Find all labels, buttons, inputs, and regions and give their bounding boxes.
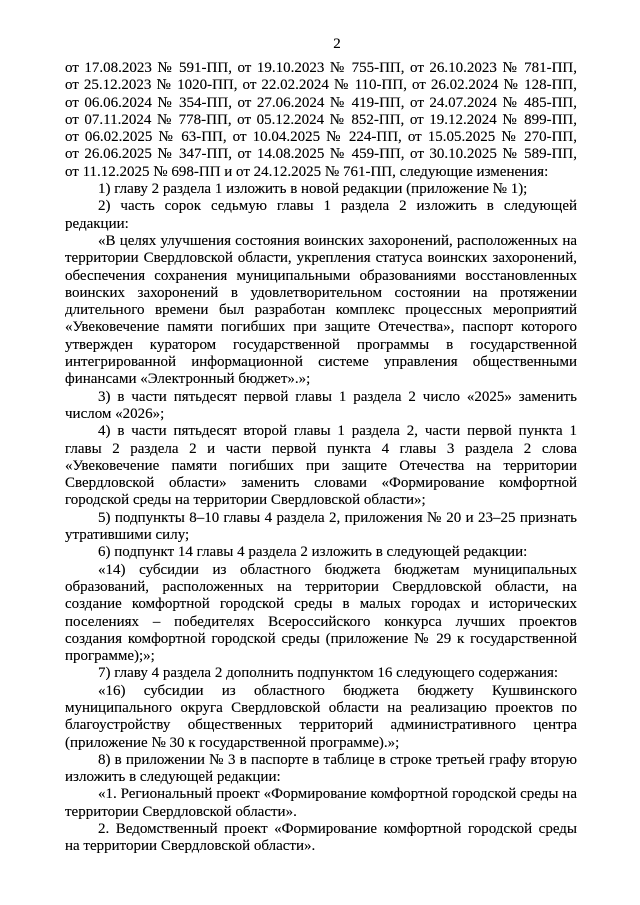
paragraph-item-4: 4) в части пятьдесят второй главы 1 раздела 2, части первой пункта 1 главы 2 раздела 2 и части первой пункта 4 главы 3 раздела 2 слова «Увековечение памяти погибших при защите Отечества на территории Свердловской области» заменить словами «Формирование комфортной городской среды на территории Свердловской области»; [65, 423, 577, 509]
paragraph-item-8-quoted-text-2: 2. Ведомственный проект «Формирование комфортной городской среды на территории Свердловской области». [65, 821, 577, 855]
paragraph-amending-decrees-list: от 17.08.2023 № 591-ПП, от 19.10.2023 № 755-ПП, от 26.10.2023 № 781-ПП, от 25.12.2023 № 1020-ПП, от 22.02.2024 № 110-ПП, от 26.02.2024 № 128-ПП, от 06.06.2024 № 354-ПП, от 27.06.2024 № 419-ПП, от 24.07.2024 № 485-ПП, от 07.11.2024 № 778-ПП, от 05.12.2024 № 852-ПП, от 19.12.2024 № 899-ПП, от 06.02.2025 № 63-ПП, от 10.04.2025 № 224-ПП, от 15.05.2025 № 270-ПП, от 26.06.2025 № 347-ПП, от 14.08.2025 № 459-ПП, от 30.10.2025 № 589-ПП, от 11.12.2025 № 698-ПП и от 24.12.2025 № 761-ПП, следующие изменения: [65, 60, 577, 180]
paragraph-item-1: 1) главу 2 раздела 1 изложить в новой редакции (приложение № 1); [98, 181, 528, 198]
paragraph-item-7: 7) главу 4 раздела 2 дополнить подпунктом 16 следующего содержания: [98, 665, 559, 682]
paragraph-item-6-quoted-text: «14) субсидии из областного бюджета бюджетам муниципальных образований, расположенных на территории Свердловской области, на создание комфортной городской среды в малых городах и исторических поселениях – победителях Всероссийского конкурса лучших проектов создания комфортной городской среды (приложение № 29 к государственной программе);»; [65, 561, 577, 665]
document-body [65, 60, 577, 856]
page-number: 2 [333, 36, 341, 52]
paragraph-item-2: 2) часть сорок седьмую главы 1 раздела 2 изложить в следующей редакции: [65, 198, 577, 232]
paragraph-item-8: 8) в приложении № 3 в паспорте в таблице в строке третьей графу вторую изложить в следующей редакции: [65, 751, 577, 786]
paragraph-item-7-quoted-text: «16) субсидии из областного бюджета бюджету Кушвинского муниципального округа Свердловской области на реализацию проектов по благоустройству общественных территорий административного центра (приложение № 30 к государственной программе).»; [65, 682, 577, 751]
paragraph-item-3: 3) в части пятьдесят первой главы 1 раздела 2 число «2025» заменить числом «2026»; [65, 388, 577, 422]
paragraph-item-8-quoted-text-1: «1. Региональный проект «Формирование комфортной городской среды на территории Свердловской области». [65, 786, 577, 820]
paragraph-item-5: 5) подпункты 8–10 главы 4 раздела 2, приложения № 20 и 23–25 признать утратившими силу; [65, 509, 577, 544]
paragraph-item-2-quoted-text: «В целях улучшения состояния воинских захоронений, расположенных на территории Свердловской области, укрепления статуса воинских захоронений, обеспечения сохранения муниципальными образованиями восстановленных воинских захоронений в удовлетворительном состоянии на протяжении длительного времени был разработан комплекс процессных мероприятий «Увековечение памяти погибших при защите Отечества», паспорт которого утвержден куратором государственной программы в государственной интегрированной информационной системе управления общественными финансами «Электронный бюджет».»; [65, 232, 577, 388]
paragraph-item-6: 6) подпункт 14 главы 4 раздела 2 изложить в следующей редакции: [98, 544, 528, 561]
